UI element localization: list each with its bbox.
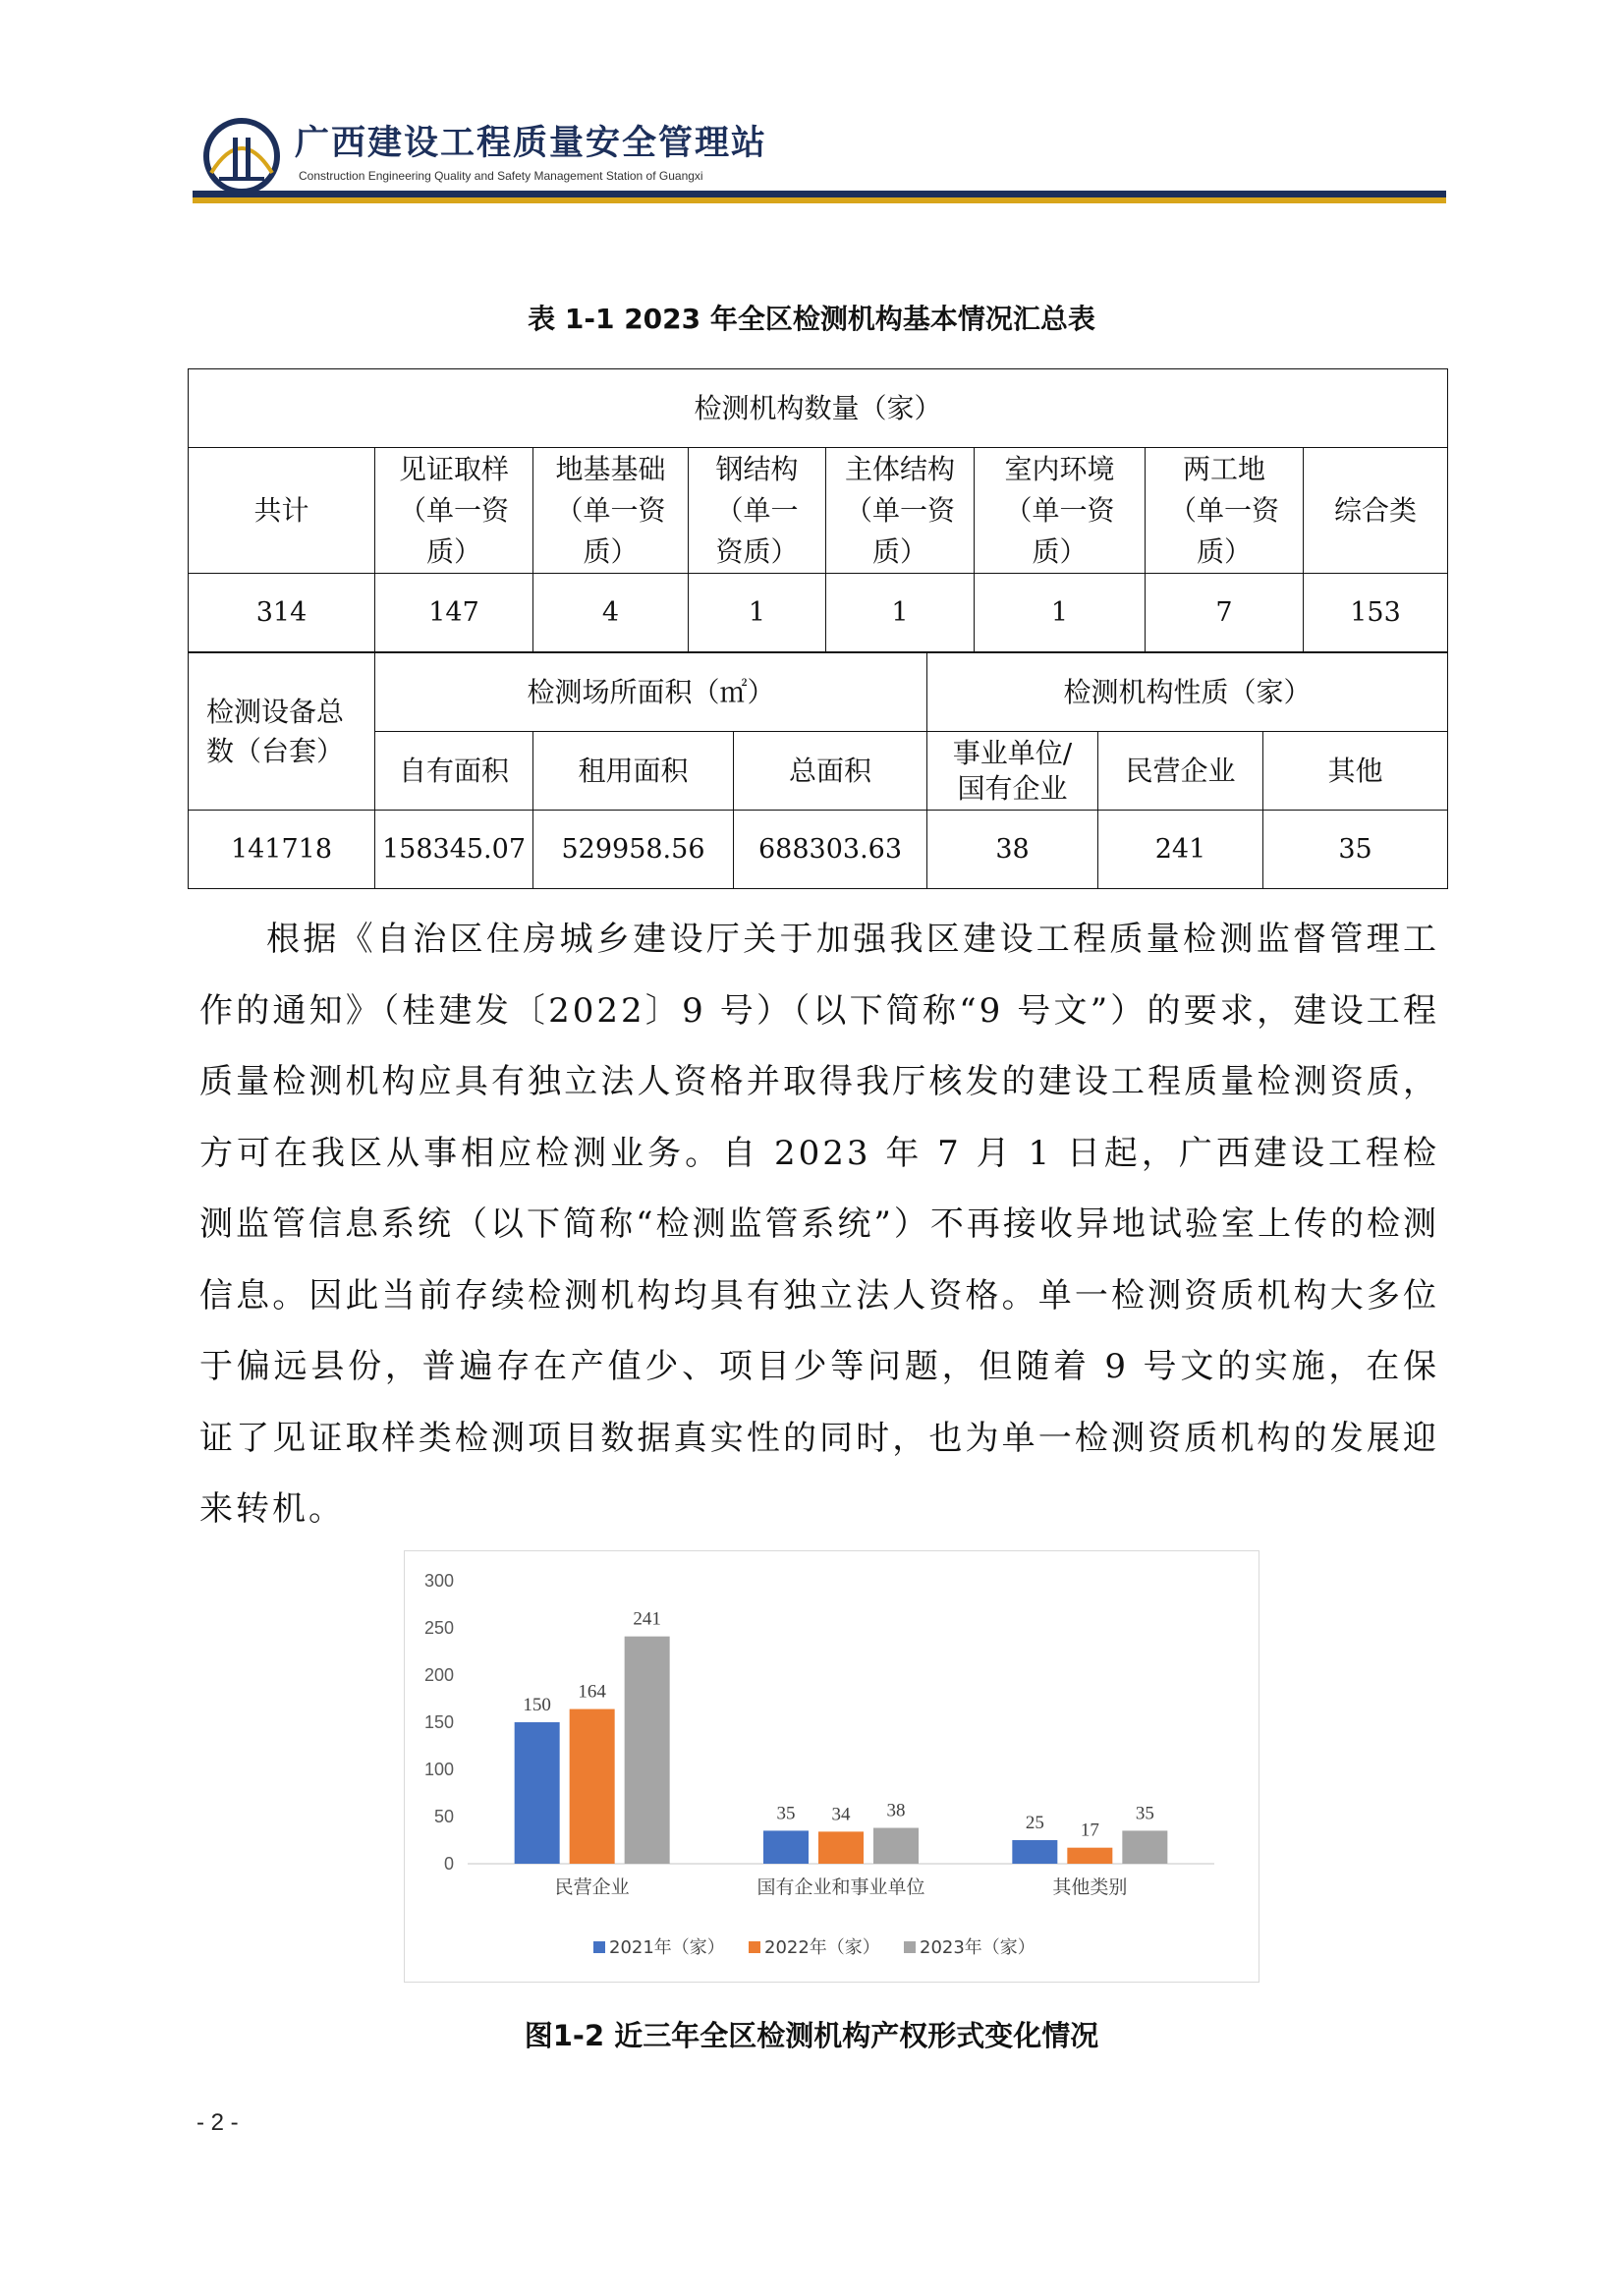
bar [1122, 1830, 1167, 1864]
bar [873, 1828, 919, 1864]
bar [1012, 1840, 1057, 1864]
header-line: 地基基础 [555, 452, 666, 485]
header-line: 质） [1032, 534, 1088, 568]
y-tick-label: 200 [423, 1665, 454, 1685]
header-line: （单一资 [844, 493, 955, 527]
count-value-cell: 1 [689, 574, 826, 652]
bar [1067, 1848, 1112, 1864]
count-value-cell: 147 [375, 574, 533, 652]
area-value-cell: 158345.07 [375, 811, 533, 889]
header-line: 质） [871, 534, 927, 568]
category-label: 民营企业 [554, 1876, 630, 1898]
legend-swatch [593, 1941, 605, 1953]
y-tick-label: 0 [443, 1854, 454, 1874]
nature-header-cell [927, 732, 1098, 811]
bar [625, 1637, 670, 1864]
header-line: （单一 [715, 493, 799, 527]
summary-table-count [188, 368, 1448, 652]
area-value-cell: 688303.63 [734, 811, 927, 889]
legend-swatch [904, 1941, 916, 1953]
count-header-cell [689, 448, 826, 574]
bar [763, 1830, 809, 1864]
header-line: 综合类 [1334, 493, 1418, 527]
nature-header-cell [1098, 732, 1263, 811]
data-label: 25 [1025, 1813, 1044, 1833]
body-paragraph: 根据《自治区住房城乡建设厅关于加强我区建设工程质量检测监督管理工作的通知》（桂建发〔2022〕9 号）（以下简称“9 号文”）的要求，建设工程质量检测机构应具有独立法人资格并取得我厅核发的建设工程质量检测资质，方可在我区从事相应检测业务。自 2023 年 7 月 1 日起，广西建设工程检测监管信息系统（以下简称“检测监管系统”）不再接收异地试验室上传的检测信息。因此当前存续检测机构均具有独立法人资格。单一检测资质机构大多位于偏远县份，普遍存在产值少、项目少等问题，但随着 9 号文的实施，在保证了见证取样类检测项目数据真实性的同时，也为单一检测资质机构的发展迎来转机。 [199, 920, 1439, 1529]
header-rule-gold [193, 197, 1446, 203]
org-name-en: Construction Engineering Quality and Safety Management Station of Guangxi [299, 169, 703, 183]
summary-table-area [188, 652, 1448, 889]
count-value-cell: 7 [1146, 574, 1304, 652]
count-value-cell: 1 [975, 574, 1146, 652]
header-line: 质） [583, 534, 639, 568]
count-header-cell [189, 448, 375, 574]
area-value-cell: 141718 [189, 811, 375, 889]
header-line: （单一资 [555, 493, 666, 527]
header-line: 民营企业 [1125, 754, 1236, 787]
figure-caption: 图1-2 近三年全区检测机构产权形式变化情况 [524, 2019, 1099, 2052]
header-line: （单一资 [1168, 493, 1279, 527]
count-header-cell [1304, 448, 1448, 574]
area-value-cell: 241 [1098, 811, 1263, 889]
area-value-row [189, 811, 1448, 889]
y-tick-label: 100 [423, 1760, 454, 1779]
nature-header-cell [1263, 732, 1448, 811]
gxcqs-logo-icon [201, 116, 282, 196]
nature-section-title: 检测机构性质（家） [927, 653, 1448, 732]
category-label: 其他类别 [1052, 1876, 1128, 1898]
data-label: 38 [886, 1800, 906, 1821]
y-tick-label: 250 [423, 1618, 454, 1638]
header-line: 其他 [1327, 754, 1383, 787]
count-value-row [189, 574, 1448, 652]
y-tick-label: 150 [423, 1712, 454, 1732]
page-number: - 2 - [196, 2109, 239, 2136]
area-header-row [189, 732, 1448, 811]
header-line: 室内环境 [1004, 452, 1115, 485]
area-section-title: 检测场所面积（㎡） [375, 653, 927, 732]
count-value-cell: 314 [189, 574, 375, 652]
header-rule-navy [193, 191, 1446, 197]
data-label: 150 [523, 1695, 551, 1715]
count-header-cell [375, 448, 533, 574]
legend-swatch [749, 1941, 760, 1953]
ownership-bar-chart [404, 1550, 1259, 1983]
count-header-cell [533, 448, 689, 574]
table-caption: 表 1-1 2023 年全区检测机构基本情况汇总表 [528, 303, 1095, 335]
legend-label: 2023年（家） [920, 1937, 1035, 1958]
header-line: 质） [425, 534, 481, 568]
data-label: 241 [633, 1608, 661, 1630]
data-label: 35 [1135, 1803, 1154, 1824]
count-section-title: 检测机构数量（家） [189, 369, 1448, 448]
count-header-cell [975, 448, 1146, 574]
count-value-cell: 4 [533, 574, 689, 652]
header-line: 主体结构 [844, 452, 955, 485]
data-label: 35 [776, 1803, 796, 1824]
bar [818, 1831, 864, 1864]
count-header-cell [826, 448, 975, 574]
header-line: 事业单位/ [952, 736, 1073, 769]
count-header-cell [1146, 448, 1304, 574]
header-line: 资质） [715, 534, 799, 568]
y-tick-label: 50 [433, 1807, 454, 1826]
chart-svg [405, 1551, 1259, 1982]
count-value-cell: 1 [826, 574, 975, 652]
area-value-cell: 529958.56 [533, 811, 734, 889]
header-line: 质） [1196, 534, 1252, 568]
header-line: （单一资 [398, 493, 509, 527]
equipment-header: 检测设备总数（台套） [189, 653, 375, 811]
area-value-cell: 35 [1263, 811, 1448, 889]
legend-label: 2021年（家） [609, 1937, 725, 1958]
count-value-cell: 153 [1304, 574, 1448, 652]
header-line: 钢结构 [715, 452, 799, 485]
data-label: 164 [578, 1681, 606, 1703]
area-value-cell: 38 [927, 811, 1098, 889]
area-header-cell: 自有面积 [375, 732, 533, 811]
header-line: 国有企业 [957, 771, 1068, 805]
data-label: 34 [831, 1804, 851, 1825]
bar [570, 1709, 615, 1864]
category-label: 国有企业和事业单位 [756, 1876, 925, 1898]
legend-label: 2022年（家） [764, 1937, 880, 1958]
data-label: 17 [1080, 1820, 1099, 1841]
area-header-cell: 总面积 [734, 732, 927, 811]
header-line: 见证取样 [398, 452, 509, 485]
y-tick-label: 300 [423, 1571, 454, 1591]
count-header-row [189, 448, 1448, 574]
header-line: （单一资 [1004, 493, 1115, 527]
org-name: 广西建设工程质量安全管理站 [295, 124, 768, 163]
header-line: 两工地 [1182, 452, 1265, 485]
header-line: 共计 [253, 493, 309, 527]
area-header-cell: 租用面积 [533, 732, 734, 811]
bar [515, 1722, 560, 1864]
